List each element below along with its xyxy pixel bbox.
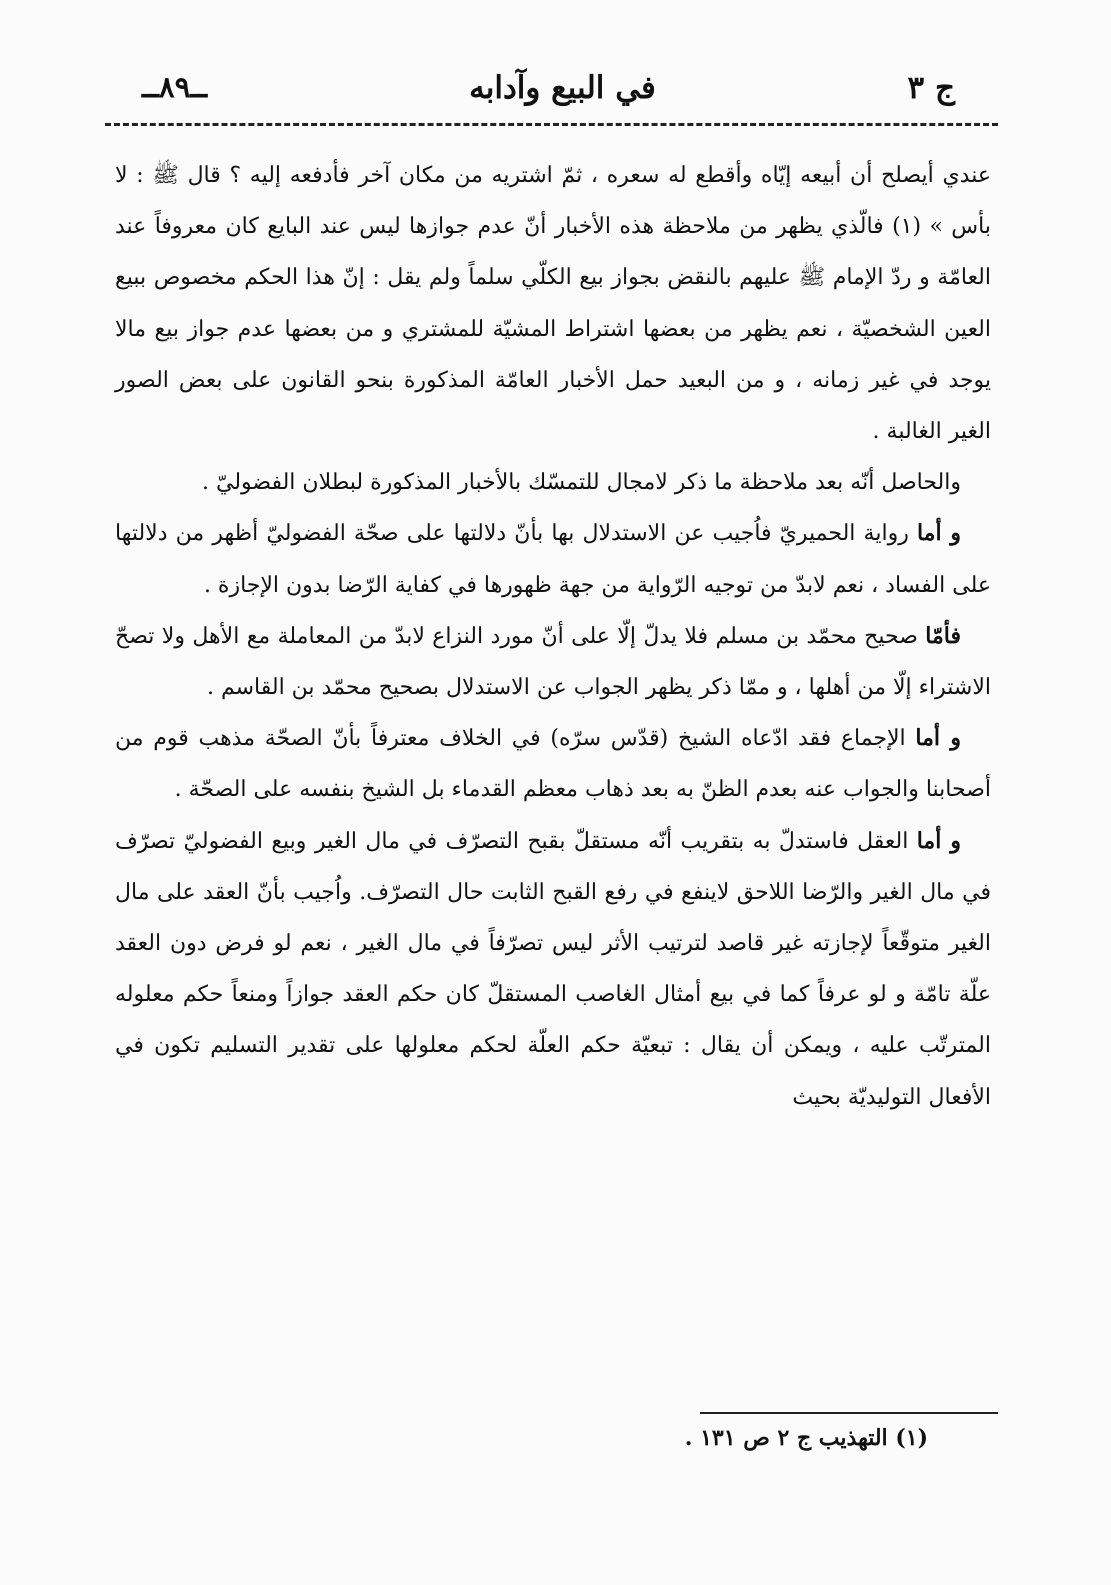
paragraph-1 bbox=[115, 150, 991, 457]
volume-label: ج ٣ bbox=[907, 70, 955, 106]
paragraph-4 bbox=[115, 611, 991, 713]
paragraph-lead: فأمّا bbox=[925, 622, 961, 649]
footnote-divider bbox=[700, 1412, 998, 1414]
page-body bbox=[115, 150, 991, 1123]
running-header bbox=[130, 70, 995, 120]
paragraph-6 bbox=[115, 816, 991, 1123]
paragraph-2 bbox=[115, 457, 991, 508]
paragraph-text: عندي أيصلح أن أبيعه إيّاه وأقطع له سعره ، ثمّ اشتريه من مكان آخر فأدفعه إليه ؟ قال ﷺ : لا بأس » (١) فالّذي يظهر من ملاحظة هذه الأخبار أنّ عدم جوازها ليس عند البايع كان معروفاً عند العامّة و ردّ الإمام ﷺ عليهم بالنقض بجواز بيع الكلّي سلماً ولم يقل : إنّ هذا الحكم مخصوص ببيع العين الشخصيّة ، نعم يظهر من بعضها اشتراط المشيّة للمشتري و من بعضها عدم جواز بيع مالا يوجد في غير زمانه ، و من البعيد حمل الأخبار العامّة المذكورة بنحو القانون على بعض الصور الغير الغالبة . bbox=[115, 163, 991, 445]
page-number: ــ٨٩ــ bbox=[142, 70, 208, 104]
footnote: (١) التهذيب ج ٢ ص ١٣١ . bbox=[684, 1425, 928, 1451]
chapter-title: في البيع وآدابه bbox=[469, 70, 656, 106]
paragraph-lead: و أما bbox=[916, 827, 961, 854]
paragraph-lead: و أما bbox=[916, 520, 961, 547]
paragraph-5 bbox=[115, 713, 991, 815]
paragraph-text: الإجماع فقد ادّعاه الشيخ (قدّس سرّه) في الخلاف معترفاً بأنّ الصحّة مذهب قوم من أصحابنا والجواب عنه بعدم الظنّ به بعد ذهاب معظم القدماء بل الشيخ بنفسه على الصحّة . bbox=[115, 726, 991, 803]
paragraph-text: رواية الحميريّ فاُجيب عن الاستدلال بها بأنّ دلالتها على صحّة الفضوليّ أظهر من دلالتها على الفساد ، نعم لابدّ من توجيه الرّواية من جهة ظهورها في كفاية الرّضا بدون الإجازة . bbox=[115, 521, 991, 598]
paragraph-lead: و أما bbox=[915, 725, 961, 752]
paragraph-text: والحاصل أنّه بعد ملاحظة ما ذكر لامجال للتمسّك بالأخبار المذكورة لبطلان الفضوليّ . bbox=[202, 470, 961, 496]
paragraph-3 bbox=[115, 508, 991, 610]
paragraph-text: صحيح محمّد بن مسلم فلا يدلّ إلّا على أنّ مورد النزاع لابدّ من المعاملة مع الأهل ولا تصحّ الاشتراء إلّا من أهلها ، و ممّا ذكر يظهر الجواب عن الاستدلال بصحيح محمّد بن القاسم . bbox=[115, 623, 991, 701]
header-divider bbox=[105, 123, 998, 126]
paragraph-text: العقل فاستدلّ به بتقريب أنّه مستقلّ بقبح التصرّف في مال الغير وبيع الفضوليّ تصرّف في مال الغير والرّضا اللاحق لاينفع في رفع القبح الثابت حال التصرّف. واُجيب بأنّ العقد على مال الغير متوقّعاً لإجازته غير قاصد لترتيب الأثر ليس تصرّفاً في مال الغير ، نعم لو فرض دون العقد علّة تامّة و لو عرفاً كما في بيع أمثال الغاصب المستقلّ كان حكم العقد جوازاً ومنعاً حكم معلوله المترتّب عليه ، ويمكن أن يقال : تبعيّة حكم العلّة لحكم معلولها على تقدير التسليم تكون في الأفعال التوليديّة بحيث bbox=[115, 828, 991, 1110]
